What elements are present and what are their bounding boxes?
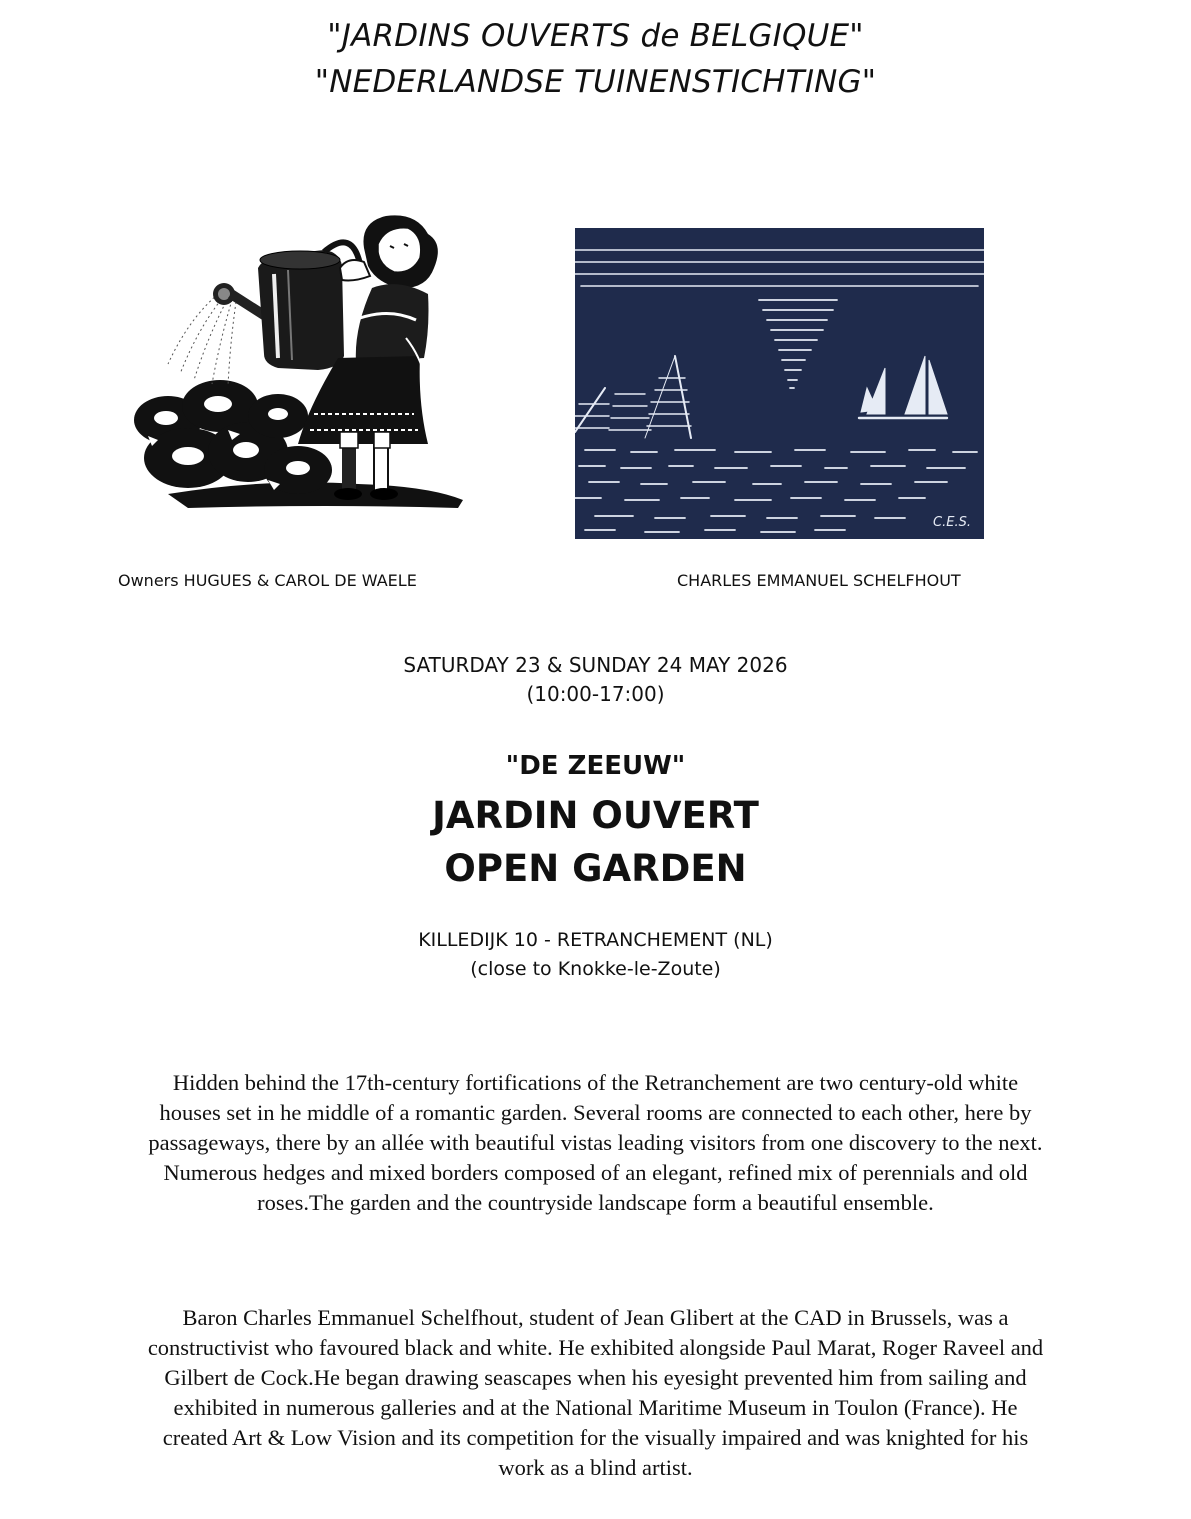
event-dates: SATURDAY 23 & SUNDAY 24 MAY 2026: [403, 653, 788, 677]
artist-biography-line: Gilbert de Cock.He began drawing seascapes when his eyesight prevented him from sailing and: [164, 1365, 1027, 1390]
header-line-1: "JARDINS OUVERTS de BELGIQUE": [327, 18, 864, 54]
garden-description-line: houses set in he middle of a romantic garden. Several rooms are connected to each other, here by: [159, 1100, 1032, 1125]
artist-biography: [0, 1303, 1191, 1483]
title-english: OPEN GARDEN: [444, 847, 747, 890]
artist-biography-line: exhibited in numerous galleries and at the National Maritime Museum in Toulon (France). He: [173, 1395, 1018, 1420]
header-line-2: "NEDERLANDSE TUINENSTICHTING": [314, 64, 877, 100]
artist-biography-line: work as a blind artist.: [498, 1455, 693, 1480]
address: KILLEDIJK 10 - RETRANCHEMENT (NL): [418, 929, 773, 951]
garden-description-line: roses.The garden and the countryside landscape form a beautiful ensemble.: [257, 1190, 934, 1215]
garden-description-line: Hidden behind the 17th-century fortifications of the Retranchement are two century-old white: [172, 1070, 1019, 1095]
garden-description-line: passageways, there by an allée with beautiful vistas leading visitors from one discovery to the next.: [148, 1130, 1043, 1155]
artist-biography-line: constructivist who favoured black and white. He exhibited alongside Paul Marat, Roger Raveel and: [147, 1335, 1044, 1360]
garden-description-line: Numerous hedges and mixed borders composed of an elegant, refined mix of perennials and old: [163, 1160, 1028, 1185]
seascape-artwork: [575, 228, 984, 539]
seascape-signature: C.E.S.: [933, 515, 971, 530]
right-image-caption: CHARLES EMMANUEL SCHELFHOUT: [677, 571, 961, 590]
girl-watering-can-illustration: [128, 208, 468, 514]
title-french: JARDIN OUVERT: [432, 794, 759, 837]
address-note: (close to Knokke-le-Zoute): [470, 958, 721, 980]
event-hours: (10:00-17:00): [526, 682, 665, 706]
garden-name: "DE ZEEUW": [505, 751, 686, 781]
garden-description: [0, 1068, 1191, 1218]
artist-biography-line: created Art & Low Vision and its competition for the visually impaired and was knighted for his: [162, 1425, 1029, 1450]
left-image-caption: Owners HUGUES & CAROL DE WAELE: [118, 571, 417, 590]
artist-biography-line: Baron Charles Emmanuel Schelfhout, student of Jean Glibert at the CAD in Brussels, was a: [182, 1305, 1009, 1330]
